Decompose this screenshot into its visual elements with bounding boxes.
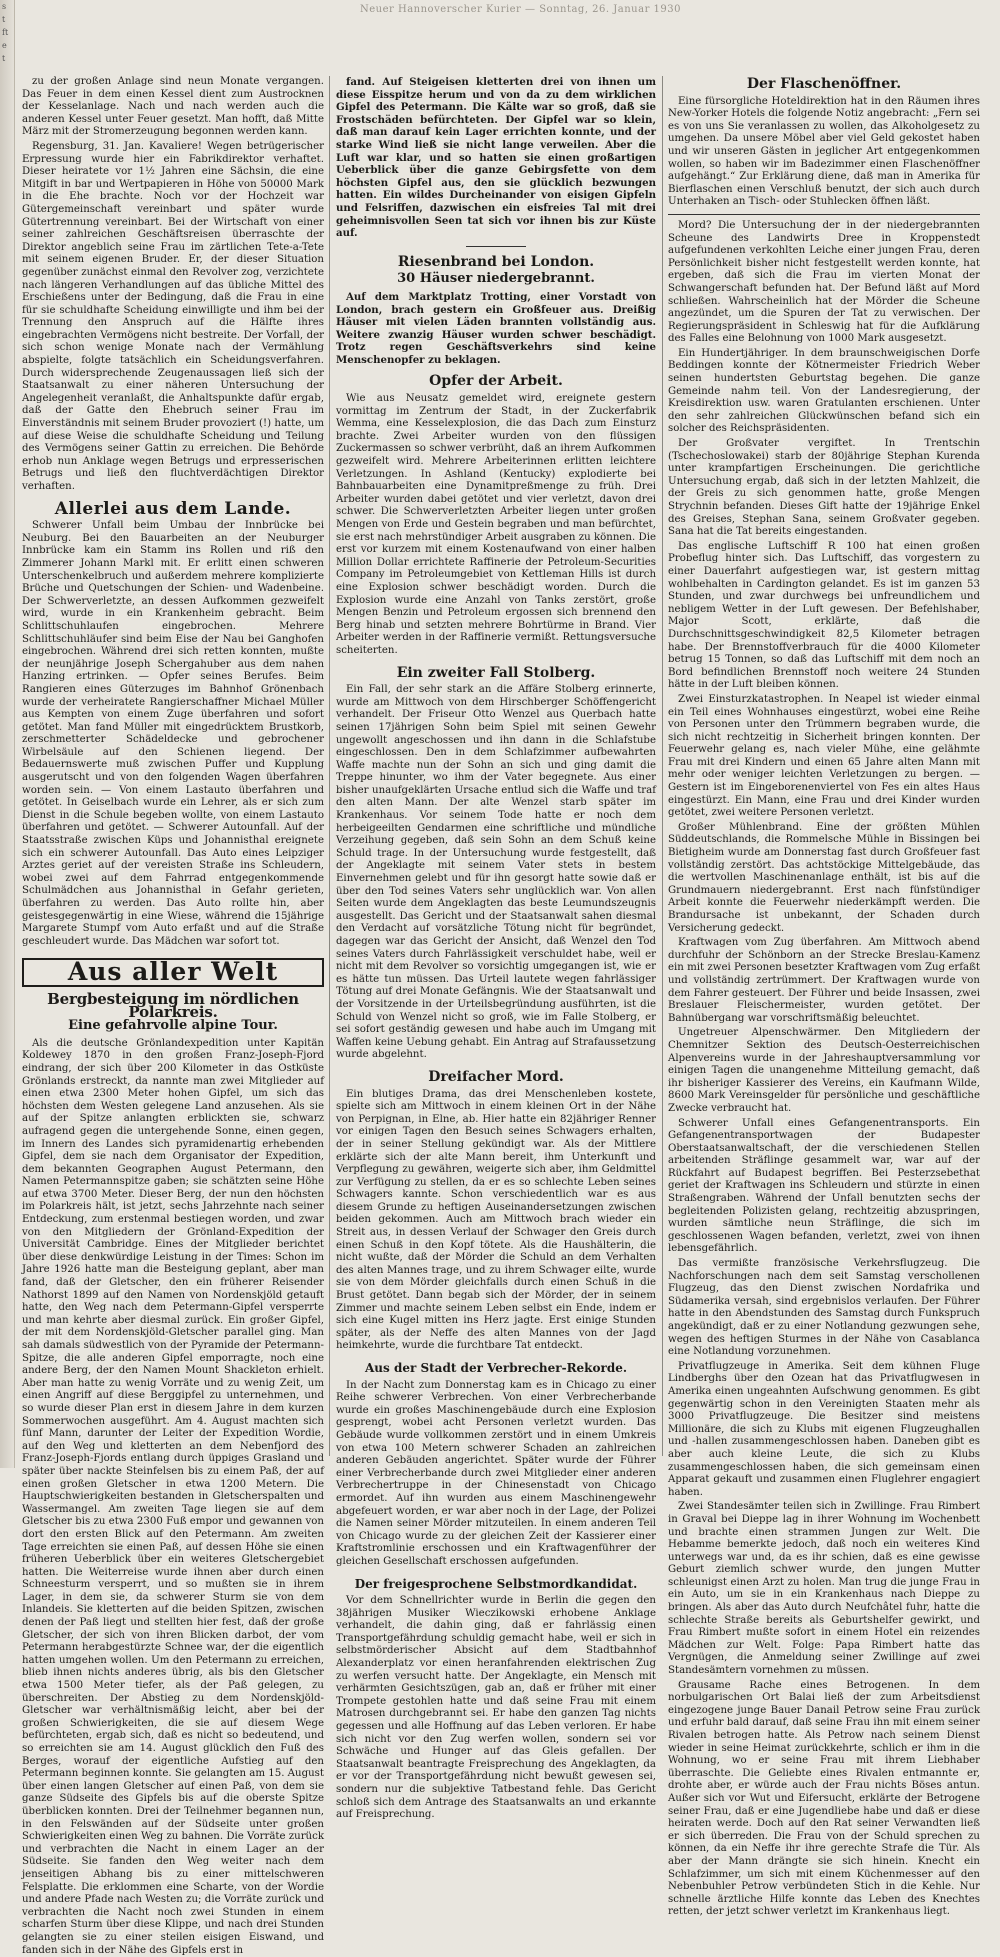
article-alpen: Ungetreuer Alpenschwärmer. Den Mitgliedern der Chemnitzer Sektion des Deutsch-Oesterreichischen Alpenvereins wurde in der Jahreshauptversammlung vor einigen Tagen die unangenehme Mitteilung gemacht, daß ihr bisheriger Kassierer des Vereins, ein Kaufmann Wilde, 8600 Mark Vereinsgelder für persönliche und geschäftliche Zwecke verbraucht hat. [668,1027,980,1114]
article-subheading-fire: 30 Häuser niedergebrannt. [397,271,595,287]
article-mord: Mord? Die Untersuchung der in der niedergebrannten Scheune des Landwirts Dree in Kroppenstedt aufgefundenen verkohlten Leiche einer jungen Frau, deren Persönlichkeit bisher nicht festgestellt werden konnte, hat ergeben, daß sich die Frau im vierten Monat der Schwangerschaft befunden hat. Der Befund läßt auf Mord schließen. Wahrscheinlich hat der Mörder die Scheune angezündet, um die Spuren der Tat zu verwischen. Der Regierungspräsident in Schleswig hat für die Aufklärung des Falles eine Belohnung von 1000 Mark ausgesetzt. [668,219,980,345]
article-privatflugzeuge: Privatflugzeuge in Amerika. Seit dem kühnen Fluge Lindberghs über den Ozean hat das Privatflugwesen in Amerika einen ungeahnten Aufschwung genommen. Es gibt gegenwärtig schon in den Vereinigten Staaten mehr als 3000 Privatflugzeuge. Die Besitzer sind meistens Millionäre, die sich zu Klubs mit eigenen Flugzeughallen und -hallen zusammengeschlossen haben. Daneben gibt es aber auch kleine Leute, die sich zu Klubs zusammengeschlossen haben, die sich gemeinsam einen Apparat gekauft und zusammen einen Fluglehrer engagiert haben. [668,1360,980,1498]
article-heading-fire: Riesenbrand bei London. [397,253,595,270]
article-kraftwagen: Kraftwagen vom Zug überfahren. Am Mittwoch abend durchfuhr der Schönborn an der Strecke Breslau-Kamenz ein mit zwei Personen besetzter Kraftwagen vom Zug erfaßt und vollständig zertrümmert. Der Kraftwagen wurde von dem Fahrer gesteuert. Der Führer und beide Insassen, zwei Breslauer Fleischermeister, wurden getötet. Der Bahnübergang war vorschriftsmäßig beleuchtet. [668,937,980,1024]
article-chicago: In der Nacht zum Donnerstag kam es in Chicago zu einer Reihe schwerer Verbrechen. Von einer Verbrecherbande wurde ein großes Maschinengebäude durch eine Explosion gesprengt, wobei acht Personen verletzt wurden. Das Gebäude wurde vollkommen zerstört und in einem Umkreis von etwa 100 Metern schwerer Schaden an zahlreichen anderen Gebäuden angerichtet. Später wurde der Führer einer Verbrecherbande durch zwei Mitglieder einer anderen Verbrechertruppe in der Chinesenstadt von Chicago ermordet. Auf ihn wurden aus einem Maschinengewehr abgefeuert worden, er war aber noch in der Lage, der Polizei die Namen seiner Mörder mitzuteilen. In einem anderen Teil von Chicago wurde zu der gleichen Zeit der Kassierer einer Kraftstromlinie erschossen und ein Kraftwagenführer der gleichen Gesellschaft erschossen aufgefunden. [336,1379,656,1567]
column-1 [22,76,325,1956]
article-heading-triple: Dreifacher Mord. [428,1068,564,1085]
article-gefangenentransport: Schwerer Unfall eines Gefangenentransports. Ein Gefangenentransportwagen der Budapester Oberstaatsanwaltschaft, der die verschiedenen Stellen arbeitenden Sträflinge gesammelt war, war auf der Rückfahrt auf Budapest begriffen. Bei Pesterzsebethat geriet der Kraftwagen ins Schleudern und stürzte in einen Straßengraben. Während der Unfall benutzten sechs der begleitenden Polizisten gelang, rechtzeitig abzuspringen, wurden sämtliche neun Sträflinge, die sich im geschlossenen Wagen befanden, verletzt, zwei von ihnen lebensgefährlich. [668,1117,980,1255]
article-heading-flask: Der Flaschenöffner. [746,76,902,92]
article-polar: Als die deutsche Grönlandexpedition unter Kapitän Koldewey 1870 in den großen Franz-Joseph-Fjord eindrang, der sich über 200 Kilometer in das Ostküste Grönlands erstreckt, da nannte man zwei Mitglieder auf einen etwa 2300 Meter hohen Gipfel, um sich das höchsten dem Westen gelegene Land anzusehen. Als sie auf der Spitze anlangten erblickten sie, schwarz aufragend gegen die untergehende Sonne, einen gegen, im Innern des Landes sich pyramidenartig erhebenden Gipfel, dem sie nach dem Organisator der Expedition, dem bekannten Geographen August Petermann, den Namen Petermannspitze gaben; sie schätzten seine Höhe auf etwa 3700 Meter. Dieser Berg, der nun den höchsten im Polarkreis hält, ist jetzt, sechs Jahrzehnte nach seiner Entdeckung, zum erstenmal bestiegen worden, und zwar von den Mitgliedern der Grönland-Expedition der Universität Cambridge. Eines der Mitglieder berichtet über diese denkwürdige Leistung in der Times: Schon im Jahre 1926 hatte man die Besteigung geplant, aber man fand, daß der Gletscher, den ein früherer Reisender Nathorst 1899 auf den Namen von Nordenskjöld getauft hatte, den Weg nach dem Petermann-Gipfel versperrte und man kehrte aber diesmal zurück. Ein großer Gipfel, der mit dem Nordenskjöld-Gletscher parallel ging. Man sah damals südwestlich von der Pyramide der Petermann-Spitze, die alle anderen Gipfel emporragte, noch eine andere Berg, der den Namen Mount Shackleton erhielt. Aber man hatte zu wenig Vorräte und zu wenig Zeit, um einen Angriff auf diese Berggipfel zu unternehmen, und so wurde dieser Plan erst in diesem Jahre in dem kurzen Sommerwochen ausgeführt. Am 4. August machten sich fünf Mann, darunter der Leiter der Expedition Wordie, auf den Weg und kletterten an dem Nebenfjord des Franz-Joseph-Fjords entlang durch üppiges Grasland und später über nackte Steinfelsen bis zu einem Paß, der auf einen großen Gletscher in etwa 1200 Metern. Die Hauptschwierigkeiten bestanden in Gletscherspalten und Wassermangel. Am zweiten Tage liegen sie auf dem Gletscher bis zu etwa 2300 Fuß empor und gewannen von dort den ersten Blick auf den Petermann. Am zweiten Tage erreichten sie einen Paß, auf dessen Höhe sie einen früheren Ueberblick über ein weiteres Gletschergebiet hatten. Die Weiterreise wurde ihnen aber durch einen Schneesturm versperrt, und so mußten sie in ihrem Lager, in dem sie, da schwerer Sturm sie von dem Inlandeis. Sie kletterten auf die beiden Spitzen, zwischen denen der Paß liegt und stellten hier fest, daß der große Gletscher, der sich von ihren Blicken darbot, der vom Petermann herabgestürzte Schnee war, der die eigentlich hatten umgehen wollen. Um den Petermann zu erreichen, blieb ihnen nichts anderes übrig, als bis den Gletscher etwa 1500 Meter tiefer, als der Paß gelegen, zu überschreiten. Der Abstieg zu dem Nordenskjöld-Gletscher war verhältnismäßig leicht, aber bei der großen Schwierigkeiten, die sie auf diesem Wege befürchteten, ergab sich, daß es nicht so bedeutend, und so erreichten sie am 14. August glücklich den Fuß des Berges, worauf der eigentliche Aufstieg auf den Petermann beginnen konnte. Sie gelangten am 15. August über einen langen Gletscher auf einen Paß, von dem sie ganze Südseite des Gipfels bis auf die oberste Spitze überblicken konnten. Drei der Teilnehmer begannen nun, in den Felswänden auf der Südseite unter großen Schwierigkeiten einen Weg zu bahnen. Die Vorräte zurück und verbrachten die Nacht in einem Lager an der Südseite. Sie fanden den Weg weiter nach dem jenseitigen Abhang bis zu einer mittelschweren Felsplatte. Die erklommen eine Scharte, von der Wordie und andere Pfade nach Westen zu; die Vorräte zurück und verbrachten die Nacht noch zwei Stunden in einem scharfen Sturm über diese Klippe, und nach drei Stunden gelangten sie zu einer steilen eisigen Eiswand, und fanden sich in der Nähe des Gipfels erst in [22,1037,325,1956]
article-hundert: Ein Hundertjähriger. In dem braunschweigischen Dorfe Beddingen konnte der Kötnermeister Friedrich Weber seinen hundertsten Geburtstag begehen. Die ganze Gemeinde nahm teil. Von der Landesregierung, der Kreisdirektion usw. waren Gratulanten erschienen. Unter den sehr zahlreichen Glückwünschen befand sich ein solcher des Reichspräsidenten. [668,347,980,435]
column-2 [336,76,656,1821]
article-work: Wie aus Neusatz gemeldet wird, ereignete gestern vormittag im Zentrum der Stadt, in der Zuckerfabrik Wemma, eine Kesselexplosion, die das Dach zum Einsturz brachte. Zwei Arbeiter wurden von den flüssigen Zuckermassen so schwer verbrüht, daß an ihrem Aufkommen gezweifelt wird. Mehrere Arbeiterinnen erlitten leichtere Verletzungen. In Ashland (Kentucky) explodierte bei Bahnbauarbeiten eine Dynamitpreßmenge zu früh. Drei Arbeiter wurden dabei getötet und vier verletzt, davon drei schwer. Die Schwerverletzten Arbeiter liegen unter großen Mengen von Erde und Gestein begraben und man befürchtet, sie erst nach mehrstündiger Arbeit ausgraben zu können. Die erst vor kurzem mit einem Kostenaufwand von einer halben Million Dollar errichtete Raffinerie der Petroleum-Securities Company im Petroleumgebiet von Kettleman Hills ist durch eine Explosion schwer beschädigt worden. Durch die Explosion wurde eine Anzahl von Tanks zerstört, große Mengen Benzin und Petroleum ergossen sich brennend den Berg hinab und setzten mehrere Bohrtürme in Brand. Vier Arbeiter werden in der Raffinerie vermißt. Rettungsversuche scheiterten. [336,393,656,656]
margin-fragment: e [2,41,7,50]
margin-fragment: t [2,15,6,24]
margin-fragment: t [2,54,6,63]
article-heading-work: Opfer der Arbeit. [429,373,563,390]
section-box-aus-aller-welt [22,958,324,987]
divider [466,246,526,247]
binding-margin [0,0,15,1468]
article-subheading-polar: Eine gefahrvolle alpine Tour. [68,1018,278,1034]
article-luftschiff: Das englische Luftschiff R 100 hat einen großen Probeflug hinter sich. Das Luftschiff, das vorgestern zu einer Dauerfahrt aufgestiegen war, ist gestern mittag wohlbehalten in Cardington gelandet. Es ist im ganzen 53 Stunden, und zwar durchwegs bei unfreundlichem und nebligem Wetter in der Luft gewesen. Der Befehlshaber, Major Scott, erklärte, daß die Durchschnittsgeschwindigkeit 82,5 Kilometer betragen habe. Der Brennstoffverbrauch für die 4000 Kilometer betrug 15 Tonnen, so daß das Luftschiff mit dem noch an Bord befindlichen Brennstoff noch weitere 24 Stunden hätte in der Luft bleiben können. [668,540,980,691]
column-divider [329,76,330,1456]
article-regensburg: Regensburg, 31. Jan. Kavaliere! Wegen betrügerischer Erpressung wurde hier ein Fabrikdirektor verhaftet. Dieser heiratete vor 1½ Jahren eine Sächsin, die eine Mitgift in bar und Wertpapieren in Höhe von 50000 Mark in die Ehe brachte. Noch vor der Hochzeit war Gütergemeinschaft vereinbart und später wurde Gütertrennung vereinbart. Bei der Wirtschaft von einer seiner zahlreichen Geschäftsreisen überraschte der Direktor angeblich seine Frau im zärtlichen Tete-a-Tete mit seinem eigenen Bruder. Er, der dieser Situation gegenüber zunächst einmal den Revolver zog, verzichtete nach längeren Verhandlungen auf das übliche Mittel des Erschießens unter der Bedingung, daß die Frau in eine für sie schuldhafte Scheidung einwilligte und ihm bei der Trennung den Anspruch auf die Hälfte ihres eingebrachten Vermögens nicht bestreite. Der Vorfall, der sich schon wenige Monate nach der Vermählung abspielte, folgte tatsächlich ein Scheidungsverfahren. Durch widersprechende Zeugenaussagen ließ sich der Staatsanwalt zu einer näheren Untersuchung der Angelegenheit veranlaßt, die Anhaltspunkte dafür ergab, daß der Gatte den Ehebruch seiner Frau im Einverständnis mit seinem Bruder provoziert (!) hatte, um auf diese Weise die schuldhafte Scheidung und Teilung des Vermögens seiner Gattin zu erreichen. Die Behörde erhob nun Anklage wegen Betrugs und erpresserischen Betrugs und ließ den fluchtverdächtigen Direktor verhaften. [22,140,324,492]
column-divider [662,76,663,1456]
section-title: Aus aller Welt [67,957,279,987]
article-rache: Grausame Rache eines Betrogenen. In dem norbulgarischen Ort Balai ließ der zum Arbeitsdienst eingezogene junge Bauer Danail Petrow seine Frau zurück und erfuhr bald darauf, daß seine Frau ihn mit einem seiner Rivalen betrogen hatte. Als Petrow nach seinem Dienst wieder in seine Heimat zurückkehrte, schlich er ihm in die Wohnung, wo er seine Frau mit ihrem Liebhaber überraschte. Die Geliebte eines Rivalen entmannte er, drohte aber, er würde auch der Frau nichts Böses antun. Außer sich vor Wut und Eifersucht, erklärte der Betrogene seiner Frau, daß er eine Jugendliebe habe und daß er diese heiraten werde. Doch auf den Rat seiner Verwandten ließ er sich überreden. Die Frau von der Schuld sprechen zu können, da ein Neffe ihr ihre gerechte Strafe die Tür. Als aber der Mann drängte sie sich hinein. Knecht ein Schlafzimmer, um sich mit einem Küchenmesser auf den Nebenbuhler Petrow verbündeten Stich in die Kehle. Nur schnelle ärztliche Hilfe konnte das Leben des Knechtes retten, der jetzt schwer verletzt im Krankenhaus liegt. [668,1679,980,1918]
article-heading-suicide: Der freigesprochene Selbstmordkandidat. [354,1576,638,1591]
article-flask: Eine fürsorgliche Hoteldirektion hat in den Räumen ihres New-Yorker Hotels die folgende Notiz angebracht: „Fern sei es von uns Sie veranlassen zu wollen, das Alkoholgesetz zu umgehen. Da unsere Möbel aber viel Geld gekostet haben und wir unseren Gästen in jeglicher Art entgegenkommen wollen, so haben wir im Badezimmer einen Flaschenöffner aufgehängt.“ Zur Erklärung diene, daß man in Amerika für Bierflaschen einen Verschluß benutzt, der sich auch durch Unterhaken an Tisch- oder Stuhlecken öffnen läßt. [668,95,980,208]
article-heading-stolberg: Ein zweiter Fall Stolberg. [396,664,596,681]
margin-fragment: ft [2,28,9,37]
margin-fragment: s [2,2,7,11]
section-heading-allerlei: Allerlei aus dem Lande. [54,498,292,519]
article-standesaemter: Zwei Standesämter teilen sich in Zwillinge. Frau Rimbert in Graval bei Dieppe lag in ihrer Wohnung im Wochenbett und brachte einen strammen Jungen zur Welt. Die Hebamme bemerkte jedoch, daß noch ein weiteres Kind unterwegs war und, da es ihr schien, daß es eine gewisse Geburt ziemlich schwer wurde, den jungen Mutter schleunigst einen Arzt zu holen. Man trug die junge Frau in ein Auto, um sie in ein Krankenhaus nach Dieppe zu bringen. Als aber das Auto durch Neufchâtel fuhr, hatte die schlechte Straße bereits als Geburtshelfer gewirkt, und Frau Rimbert mußte sofort in einem Hotel ein reizendes Mädchen zur Welt. Folge: Papa Rimbert hatte das Vergnügen, die Anmeldung seiner Zwillinge auf zwei Standesämtern vornehmen zu müssen. [668,1501,980,1677]
article-stolberg: Ein Fall, der sehr stark an die Affäre Stolberg erinnerte, wurde am Mittwoch von dem Hirschberger Schöffengericht verhandelt. Der Friseur Otto Wenzel aus Querbach hatte seinen 17jährigen Sohn beim Spiel mit seinen Gewehr ungewollt angeschossen und ihn dann in die Schlafstube eingeschlossen. Den in dem Schlafzimmer aufbewahrten Waffe machte nun der Sohn an sich und ging damit die Treppe hinunter, wo ihm der Vater begegnete. Aus einer bisher unaufgeklärten Ursache entlud sich die Waffe und traf den alten Mann. Der alte Wenzel starb später im Krankenhaus. Vor seinem Tode hatte er noch dem herbeigeeilten Gendarmen eine schriftliche und mündliche Verzeihung gegeben, daß sein Sohn an dem Schuß keine Schuld trage. In der Untersuchung wurde festgestellt, daß der Angeklagte mit seinem Vater stets in bestem Einvernehmen gelebt und für ihn gesorgt hatte sowie daß er über den Tod seines Vaters sehr unglücklich war. Von allen Seiten wurde dem Angeklagten das beste Leumundszeugnis ausgestellt. Das Gericht und der Staatsanwalt sahen diesmal den Verdacht auf vorsätzliche Tötung nicht für begründet, dagegen war das Gericht der Ansicht, daß Wenzel den Tod seines Vaters durch Fahrlässigkeit verschuldet habe, weil er nicht mit dem Revolver so vorsichtig umgegangen ist, wie er es hätte tun müssen. Das Urteil lautete wegen fahrlässiger Tötung auf drei Monate Gefängnis. Wie der Staatsanwalt und der Vorsitzende in der Urteilsbegründung ausführten, ist die Schuld von Wenzel nicht so groß, wie im Falle Stolberg, er sei sofort geständig gewesen und habe auch im Umgang mit Waffen keine Uebung gehabt. Ein Antrag auf Strafaussetzung wurde abgelehnt. [336,684,656,1061]
article-paragraph: fand. Auf Steigeisen kletterten drei von ihnen um diese Eisspitze herum und von da zu dem wirklichen Gipfel des Petermann. Die Kälte war so groß, daß sie Frostschäden befürchteten. Der Gipfel war so klein, daß man darauf kein Lager errichten konnte, und der starke Wind ließ sie nicht lange verweilen. Aber die Luft war klar, und so hatten sie einen großartigen Ueberblick über die ganze Gebirgsfette von dem höchsten Gipfel aus, den sie glücklich bezwungen hatten. Ein wildes Durcheinander von eisigen Gipfeln und Felsriffen, dazwischen ein eisfreies Tal mit drei geheimnisvollen Seen tat sich vor ihnen bis zur Küste auf. [336,76,656,240]
article-suicide: Vor dem Schnellrichter wurde in Berlin die gegen den 38jährigen Musiker Wieczikowski erhobene Anklage verhandelt, die dahin ging, daß er fahrlässig einen Transportgefährdung schuldig gemacht habe, weil er sich in selbstmörderischer Absicht auf dem Stadtbahnhof Alexanderplatz vor einen heranfahrenden elektrischen Zug zu werfen versucht hatte. Der Angeklagte, ein Mensch mit verhärmten Gesichtszügen, gab an, daß er früher mit einer Trompete gestohlen hatte und daß seine Frau mit einem Matrosen durchgebrannt sei. Er habe den ganzen Tag nichts gegessen und alle Hoffnung auf das Leben verloren. Er habe sich nicht vor den Zug werfen wollen, sondern sei vor Schwäche und Hunger auf das Gleis gefallen. Der Staatsanwalt beantragte Freisprechung des Angeklagten, da er vor der Transportgefährdung nicht bewußt gewesen sei, sondern nur die subjektive Tatbestand fehle. Das Gericht schloß sich dem Antrage des Staatsanwalts an und erkannte auf Freisprechung. [336,1595,656,1821]
article-fire: Auf dem Marktplatz Trotting, einer Vorstadt von London, brach gestern ein Großfeuer aus. Dreißig Häuser mit vielen Läden brannten vollständig aus. Weitere zwanzig Häuser wurden schwer beschädigt. Trotz regen Geschäftsverkehrs sind keine Menschenopfer zu beklagen. [336,290,656,366]
column-3 [668,76,980,1918]
article-triple: Ein blutiges Drama, das drei Menschenleben kostete, spielte sich am Mittwoch in einem kleinen Ort in der Nähe von Perpignan, in Elne, ab. Hier hatte ein 82jähriger Renner vor einigen Tagen den Besuch seines Schwagers erhalten, der in seiner Stellung gekündigt war. Als der Mittlere erklärte sich der alte Mann bereit, ihm Unterkunft und Verpflegung zu gewähren, weigerte sich aber, ihm Geldmittel zur Verfügung zu stellen, da er es so schlechte Leben seines Schwagers kannte. Schon verschiedentlich war es aus diesem Grunde zu heftigen Auseinandersetzungen zwischen beiden gekommen. Auch am Mittwoch brach wieder ein Streit aus, in dessen Verlauf der Schwager den Greis durch einen Schuß in den Kopf tötete. Als die Haushälterin, die nicht wußte, daß der Mörder die Schuld an dem Verhalten des alten Mannes trage, und zu ihrem Schwager eilte, wurde sie von dem Mörder gleichfalls durch einen Schuß in die Brust getötet. Dann begab sich der Mörder, der in seinem Zimmer und machte seinem Leben selbst ein Ende, indem er sich eine Kugel mitten ins Herz jagte. Erst einige Stunden später, als der Neffe des alten Mannes von der Jagd heimkehrte, wurde die furchtbare Tat entdeckt. [336,1088,656,1352]
page-header-line: Neuer Hannoverscher Kurier — Sonntag, 26. Januar 1930 [360,4,681,15]
divider [668,214,980,215]
article-einsturz: Zwei Einsturzkatastrophen. In Neapel ist wieder einmal ein Teil eines Wohnhauses eingestürzt, wobei eine Reihe von Personen unter den Trümmern begraben wurde, die sich nicht rechtzeitig in Sicherheit bringen konnten. Der Feuerwehr gelang es, nach vieler Mühe, eine gelähmte Frau mit drei Kindern und einen 65 Jahre alten Mann mit mehr oder weniger leichten Verletzungen zu bergen. — Gestern ist im Eingeborenenviertel von Fes ein altes Haus eingestürzt. Ein Mann, eine Frau und drei Kinder wurden getötet, zwei weitere Personen verletzt. [668,693,980,819]
article-allerlei: Schwerer Unfall beim Umbau der Innbrücke bei Neuburg. Bei den Bauarbeiten an der Neuburger Innbrücke kam ein Stamm ins Rollen und riß den Zimmerer Johann Markl mit. Er erlitt einen schweren Unterschenkelbruch und außerdem mehrere komplizierte Brüche und Quetschungen der Schien- und Wadenbeine. Der Schwerverletzte, an dessen Aufkommen gezweifelt wird, wurde in ein Krankenheim gebracht. Beim Schlittschuhlaufen eingebrochen. Mehrere Schlittschuhläufer sind beim Eise der Nau bei Ganghofen eingebrochen. Während drei sich retten konnten, mußte der neunjährige Joseph Schergahuber aus dem nahen Hanzing ertrinken. — Opfer seines Berufes. Beim Rangieren eines Güterzuges im Bahnhof Grönenbach wurde der verheiratete Rangierschaffner Michael Müller aus Kempten von einem Zuge überfahren und sofort getötet. Man fand Müller mit eingedrücktem Brustkorb, zerschmetterter Schädeldecke und gebrochener Wirbelsäule auf den Schienen liegend. Der Bedauernswerte muß zwischen Puffer und Kupplung ausgerutscht und von den folgenden Wagen überfahren worden sein. — Von einem Lastauto überfahren und getötet. In Geiselbach wurde ein Lehrer, als er sich zum Dienst in die Schule begeben wollte, von einem Lastauto überfahren und getötet. — Schwerer Autounfall. Auf der Staatsstraße zwischen Küps und Johannisthal ereignete sich ein schwerer Autounfall. Das Auto eines Leipziger Arztes geriet auf der vereisten Straße ins Schleudern, wobei zwei auf dem Fahrrad entgegenkommende Schulmädchen aus Johannisthal in Gefahr gerieten, überfahren zu werden. Das Auto rollte hin, aber geistesgegenwärtig in eine Wiese, während die 15jährige Margarete Stumpf vom Auto erfaßt und auf die Straße geschleudert wurde. Das Mädchen war sofort tot. [22,520,324,947]
article-heading-polar: Bergbesteigung im nördlichen Polarkreis. [47,989,299,1021]
article-flugzeug: Das vermißte französische Verkehrsflugzeug. Die Nachforschungen nach dem seit Samstag verschollenen Flugzeug, das den Dienst zwischen Nordafrika und Südamerika versah, sind ergebnislos verlaufen. Der Führer hatte in den Abendstunden des Samstag durch Funkspruch angekündigt, daß er zu einer Notlandung gezwungen sehe, wegen des heftigen Sturmes in der Nähe von Casablanca eine Notlandung vorzunehmen. [668,1258,980,1358]
article-muehlenbrand: Großer Mühlenbrand. Eine der größten Mühlen Süddeutschlands, die Rommelsche Mühle in Bissingen bei Bietigheim wurde am Donnerstag fast durch Großfeuer fast vollständig zerstört. Das achtstöckige Mittelgebäude, das die wertvollen Maschinenanlage enthält, ist bis auf die Grundmauern niedergebrannt. Erst nach fünfstündiger Arbeit konnte die Feuerwehr niederkämpft werden. Die Brandursache ist unbekannt, der Schaden durch Versicherung gedeckt. [668,821,980,934]
article-paragraph: zu der großen Anlage sind neun Monate vergangen. Das Feuer in dem einen Kessel dient zum Austrocknen der Kesselanlage. Nach und nach werden auch die anderen Kessel unter Feuer gesetzt. Man hofft, daß Mitte März mit der Stromerzeugung begonnen werden kann. [22,76,324,138]
article-heading-chicago: Aus der Stadt der Verbrecher-Rekorde. [364,1361,628,1375]
article-grossvater: Der Großvater vergiftet. In Trentschin (Tschechoslowakei) starb der 80jährige Stephan Kurenda unter krampfartigen Erscheinungen. Die gerichtliche Untersuchung ergab, daß sich in der letzten Mahlzeit, die der Greis zu sich genommen hatte, große Mengen Strychnin befanden. Dieses Gift hatte der 19jährige Enkel des Greises, Stephan Sana, seinem Großvater gegeben. Sana hat die Tat bereits eingestanden. [668,438,980,538]
